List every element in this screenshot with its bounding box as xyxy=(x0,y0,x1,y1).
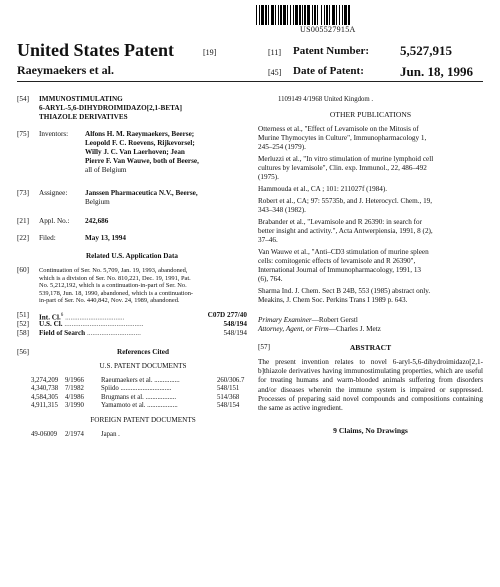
filed-label: Filed: xyxy=(39,234,56,242)
invention-title-line-1: IMMUNOSTIMULATING xyxy=(39,95,123,103)
publication-line: (6), 764. xyxy=(258,275,283,283)
us-doc-date: 9/1966 xyxy=(65,376,84,384)
table-row xyxy=(31,385,247,394)
filed-date: May 13, 1994 xyxy=(85,234,126,242)
list-item xyxy=(258,197,483,215)
left-column xyxy=(17,95,247,439)
publication-number: US005527915A xyxy=(300,25,356,34)
field-search-section: [58] Field of Search .............................. 548/194 xyxy=(17,328,247,337)
invention-title-line-3: THIAZOLE DERIVATIVES xyxy=(39,113,128,121)
attorney-name: —Charles J. Metz xyxy=(328,325,381,333)
references-heading: References Cited xyxy=(117,347,169,356)
inventors-line-1: Alfons H. M. Raeymaekers, Beerse; xyxy=(85,130,195,138)
us-cl-section: [52] U.S. Cl. ............................................ 548/194 xyxy=(17,319,247,328)
us-cl-code: [52] xyxy=(17,319,29,328)
list-item xyxy=(258,155,483,182)
date-code: [45] xyxy=(268,68,282,77)
foreign-doc-date: 2/1974 xyxy=(65,430,84,438)
publication-line: Merluzzi et al., "In vitro stimulation of murine lymphoid cell xyxy=(258,155,434,163)
publication-line: Murine Thymocytes in Culture", Immunopharmacology 1, xyxy=(258,134,427,142)
other-publications-heading: OTHER PUBLICATIONS xyxy=(329,110,412,119)
abstract-code: [57] xyxy=(258,343,270,351)
inventors-line-5: all of Belgium xyxy=(85,166,127,174)
us-doc-class: 548/151 xyxy=(217,385,240,393)
publication-line: 37–46. xyxy=(258,236,278,244)
list-item xyxy=(258,218,483,245)
filed-code: [22] xyxy=(17,234,29,242)
appl-no-label: Appl. No.: xyxy=(39,217,70,225)
int-cl-label: Int. Cl. xyxy=(39,313,61,322)
references-code: [56] xyxy=(17,347,29,356)
field-search-code: [58] xyxy=(17,328,29,337)
int-cl-superscript: 6 xyxy=(60,312,64,318)
title-code: [19] xyxy=(203,48,217,57)
foreign-docs-table xyxy=(17,431,247,440)
us-cl-label: U.S. Cl. xyxy=(39,319,63,328)
inventors-code: [75] xyxy=(17,130,29,138)
continuation-line-3: No. 5,212,192, which is a continuation-in-part of Ser. No. xyxy=(39,282,187,290)
us-doc-date: 7/1982 xyxy=(65,385,84,393)
field-search-value: 548/194 xyxy=(223,328,247,337)
examiner-name: —Robert Gerstl xyxy=(311,316,358,324)
publication-line: Brabander et al., "Levamisole and R 26390: in search for xyxy=(258,218,422,226)
us-doc-number: 4,340,738 xyxy=(31,385,59,393)
publication-line: International Journal of Immunopharmacology, 1991, 13 xyxy=(258,266,422,274)
patent-number: 5,527,915 xyxy=(400,43,452,58)
us-doc-name: Spiido .............................. xyxy=(101,385,172,393)
list-item xyxy=(258,248,483,284)
us-doc-number: 4,584,305 xyxy=(31,393,59,401)
inventor-short-name: Raeymaekers et al. xyxy=(17,63,114,77)
assignee-label: Assignee: xyxy=(39,189,68,197)
title-section xyxy=(17,95,247,125)
us-docs-table xyxy=(17,377,247,411)
inventors-section xyxy=(17,130,247,180)
publication-line: cultures by levamisole", Clin. exp. Immunol., 22, 486–492 xyxy=(258,164,427,172)
continuation-line-1: Continuation of Ser. No. 5,709, Jan. 19, 1993, abandoned, xyxy=(39,267,188,274)
inventors-label: Inventors: xyxy=(39,130,69,138)
list-item xyxy=(258,185,483,194)
inventors-line-2: Leopold F. C. Roevens, Rijkevorsel; xyxy=(85,139,195,147)
right-column xyxy=(258,95,483,435)
continuation-line-4: 539,178, Jun. 18, 1990, abandoned, which is a continuation- xyxy=(39,289,194,297)
filed-section xyxy=(17,234,247,243)
patent-number-label: Patent Number: xyxy=(293,45,370,57)
us-doc-name: Brugmans et al. .................. xyxy=(101,393,177,401)
references-section xyxy=(17,348,247,357)
publication-line: Sharma Ind. J. Chem. Sect B 24B, 553 (1985) abstract only. xyxy=(258,287,431,295)
title-section-code: [54] xyxy=(17,95,29,103)
table-row xyxy=(31,377,247,386)
publication-line: 343–348 (1982). xyxy=(258,206,306,214)
continuation-code: [60] xyxy=(17,266,29,274)
continuation-line-5: in-part of Ser. No. 440,842, Nov. 24, 1989, abandoned. xyxy=(39,297,180,305)
publication-line: Meakins, J. Chem Soc. Perkins Trans I 1989 p. 643. xyxy=(258,296,408,304)
us-doc-date: 4/1986 xyxy=(65,393,84,401)
inventors-line-3: Willy J. C. Van Laerhoven; Jean xyxy=(85,148,185,156)
abstract-text: The present invention relates to novel 6-aryl-5,6-dihydroimidazo[2,1-b]thiazole derivatives having immunostimulating properties, which are useful for treating humans and warm-blooded animals suffering from disorders and/or diseases wherein the immune system is impaired or suppressed. Processes of preparing said novel compounds and compositions containing the same as active ingredient. xyxy=(258,358,483,413)
int-cl-section: [51] Int. Cl.$^6$ ................................. C07D 277/40 xyxy=(17,310,247,322)
appl-no-section xyxy=(17,217,247,226)
publication-line: (1975). xyxy=(258,173,279,181)
attorney-line xyxy=(258,325,483,334)
publication-line: Hammouda et al., CA ; 101: 211027f (1984). xyxy=(258,185,388,193)
us-doc-name: Raeumaekers et al. ............... xyxy=(101,376,180,384)
foreign-doc-number: 49-06009 xyxy=(31,430,58,438)
foreign-doc-country: Japan . xyxy=(101,430,120,438)
table-row xyxy=(31,394,247,403)
patent-number-code: [11] xyxy=(268,48,282,57)
publication-line: 245–254 (1979). xyxy=(258,143,306,151)
foreign-docs-heading: FOREIGN PATENT DOCUMENTS xyxy=(90,415,196,424)
invention-title-line-2: 6-ARYL-5,6-DIHYDROIMIDAZO[2,1-BETA] xyxy=(39,104,182,112)
us-doc-class: 548/154 xyxy=(217,402,240,410)
examiner-line xyxy=(258,316,483,325)
attorney-label: Attorney, Agent, or Firm xyxy=(258,325,329,333)
table-row xyxy=(31,431,247,440)
inventors-line-4: Pierre F. Van Wauwe, both of Beerse, xyxy=(85,157,199,165)
list-item xyxy=(258,125,483,152)
publication-line: Otterness et al., "Effect of Levamisole on the Mitosis of xyxy=(258,125,419,133)
assignee-line-1: Janssen Pharmaceutica N.V., Beerse, xyxy=(85,189,198,197)
appl-no-value: 242,686 xyxy=(85,217,109,225)
int-cl-code: [51] xyxy=(17,310,29,319)
continuation-section xyxy=(17,267,247,305)
us-doc-class: 260/306.7 xyxy=(217,376,245,384)
us-doc-date: 3/1990 xyxy=(65,402,84,410)
abstract-heading: ABSTRACT xyxy=(349,343,392,352)
us-doc-number: 4,911,315 xyxy=(31,402,58,410)
us-doc-class: 514/368 xyxy=(217,393,240,401)
field-search-label: Field of Search xyxy=(39,328,86,337)
us-doc-number: 3,274,209 xyxy=(31,376,59,384)
foreign-doc-continued: 1109149 4/1968 United Kingdom . xyxy=(278,96,374,103)
us-docs-heading: U.S. PATENT DOCUMENTS xyxy=(99,361,187,370)
assignee-code: [73] xyxy=(17,189,29,197)
list-item xyxy=(258,287,483,296)
claims-summary: 9 Claims, No Drawings xyxy=(333,426,408,436)
publication-line: Van Wauwe et al., "Anti–CD3 stimulation of murine spleen xyxy=(258,248,429,256)
list-item xyxy=(258,296,483,305)
related-data-heading: Related U.S. Application Data xyxy=(85,252,179,260)
examiner-label: Primary Examiner xyxy=(258,316,312,324)
appl-no-code: [21] xyxy=(17,217,29,225)
assignee-line-2: Belgium xyxy=(85,198,110,206)
us-cl-value: 548/194 xyxy=(223,319,247,328)
publication-line: cells: comitogenic effects of levamisole and R 26390", xyxy=(258,257,416,265)
continuation-line-2: which is a division of Ser. No. 810,221, Dec. 19, 1991, Pat. xyxy=(39,274,191,282)
patent-date: Jun. 18, 1996 xyxy=(400,64,473,79)
int-cl-value: C07D 277/40 xyxy=(207,310,247,319)
publication-line: Robert et al., CA; 97: 55735b, and J. Heterocycl. Chem., 19, xyxy=(258,197,433,205)
abstract-header xyxy=(258,343,483,353)
table-row xyxy=(31,402,247,411)
date-label: Date of Patent: xyxy=(293,65,364,77)
barcode-image xyxy=(256,5,488,25)
us-doc-name: Yamamoto et al. .................. xyxy=(101,402,178,410)
publication-line: better insight and activity.", Acta Antwerpiensia, 1991, 8 (2), xyxy=(258,227,433,235)
publications-list xyxy=(258,125,483,305)
assignee-section xyxy=(17,189,247,209)
barcode-stripe xyxy=(348,5,350,25)
patent-office-title: United States Patent xyxy=(17,40,174,60)
header-divider xyxy=(17,81,483,82)
